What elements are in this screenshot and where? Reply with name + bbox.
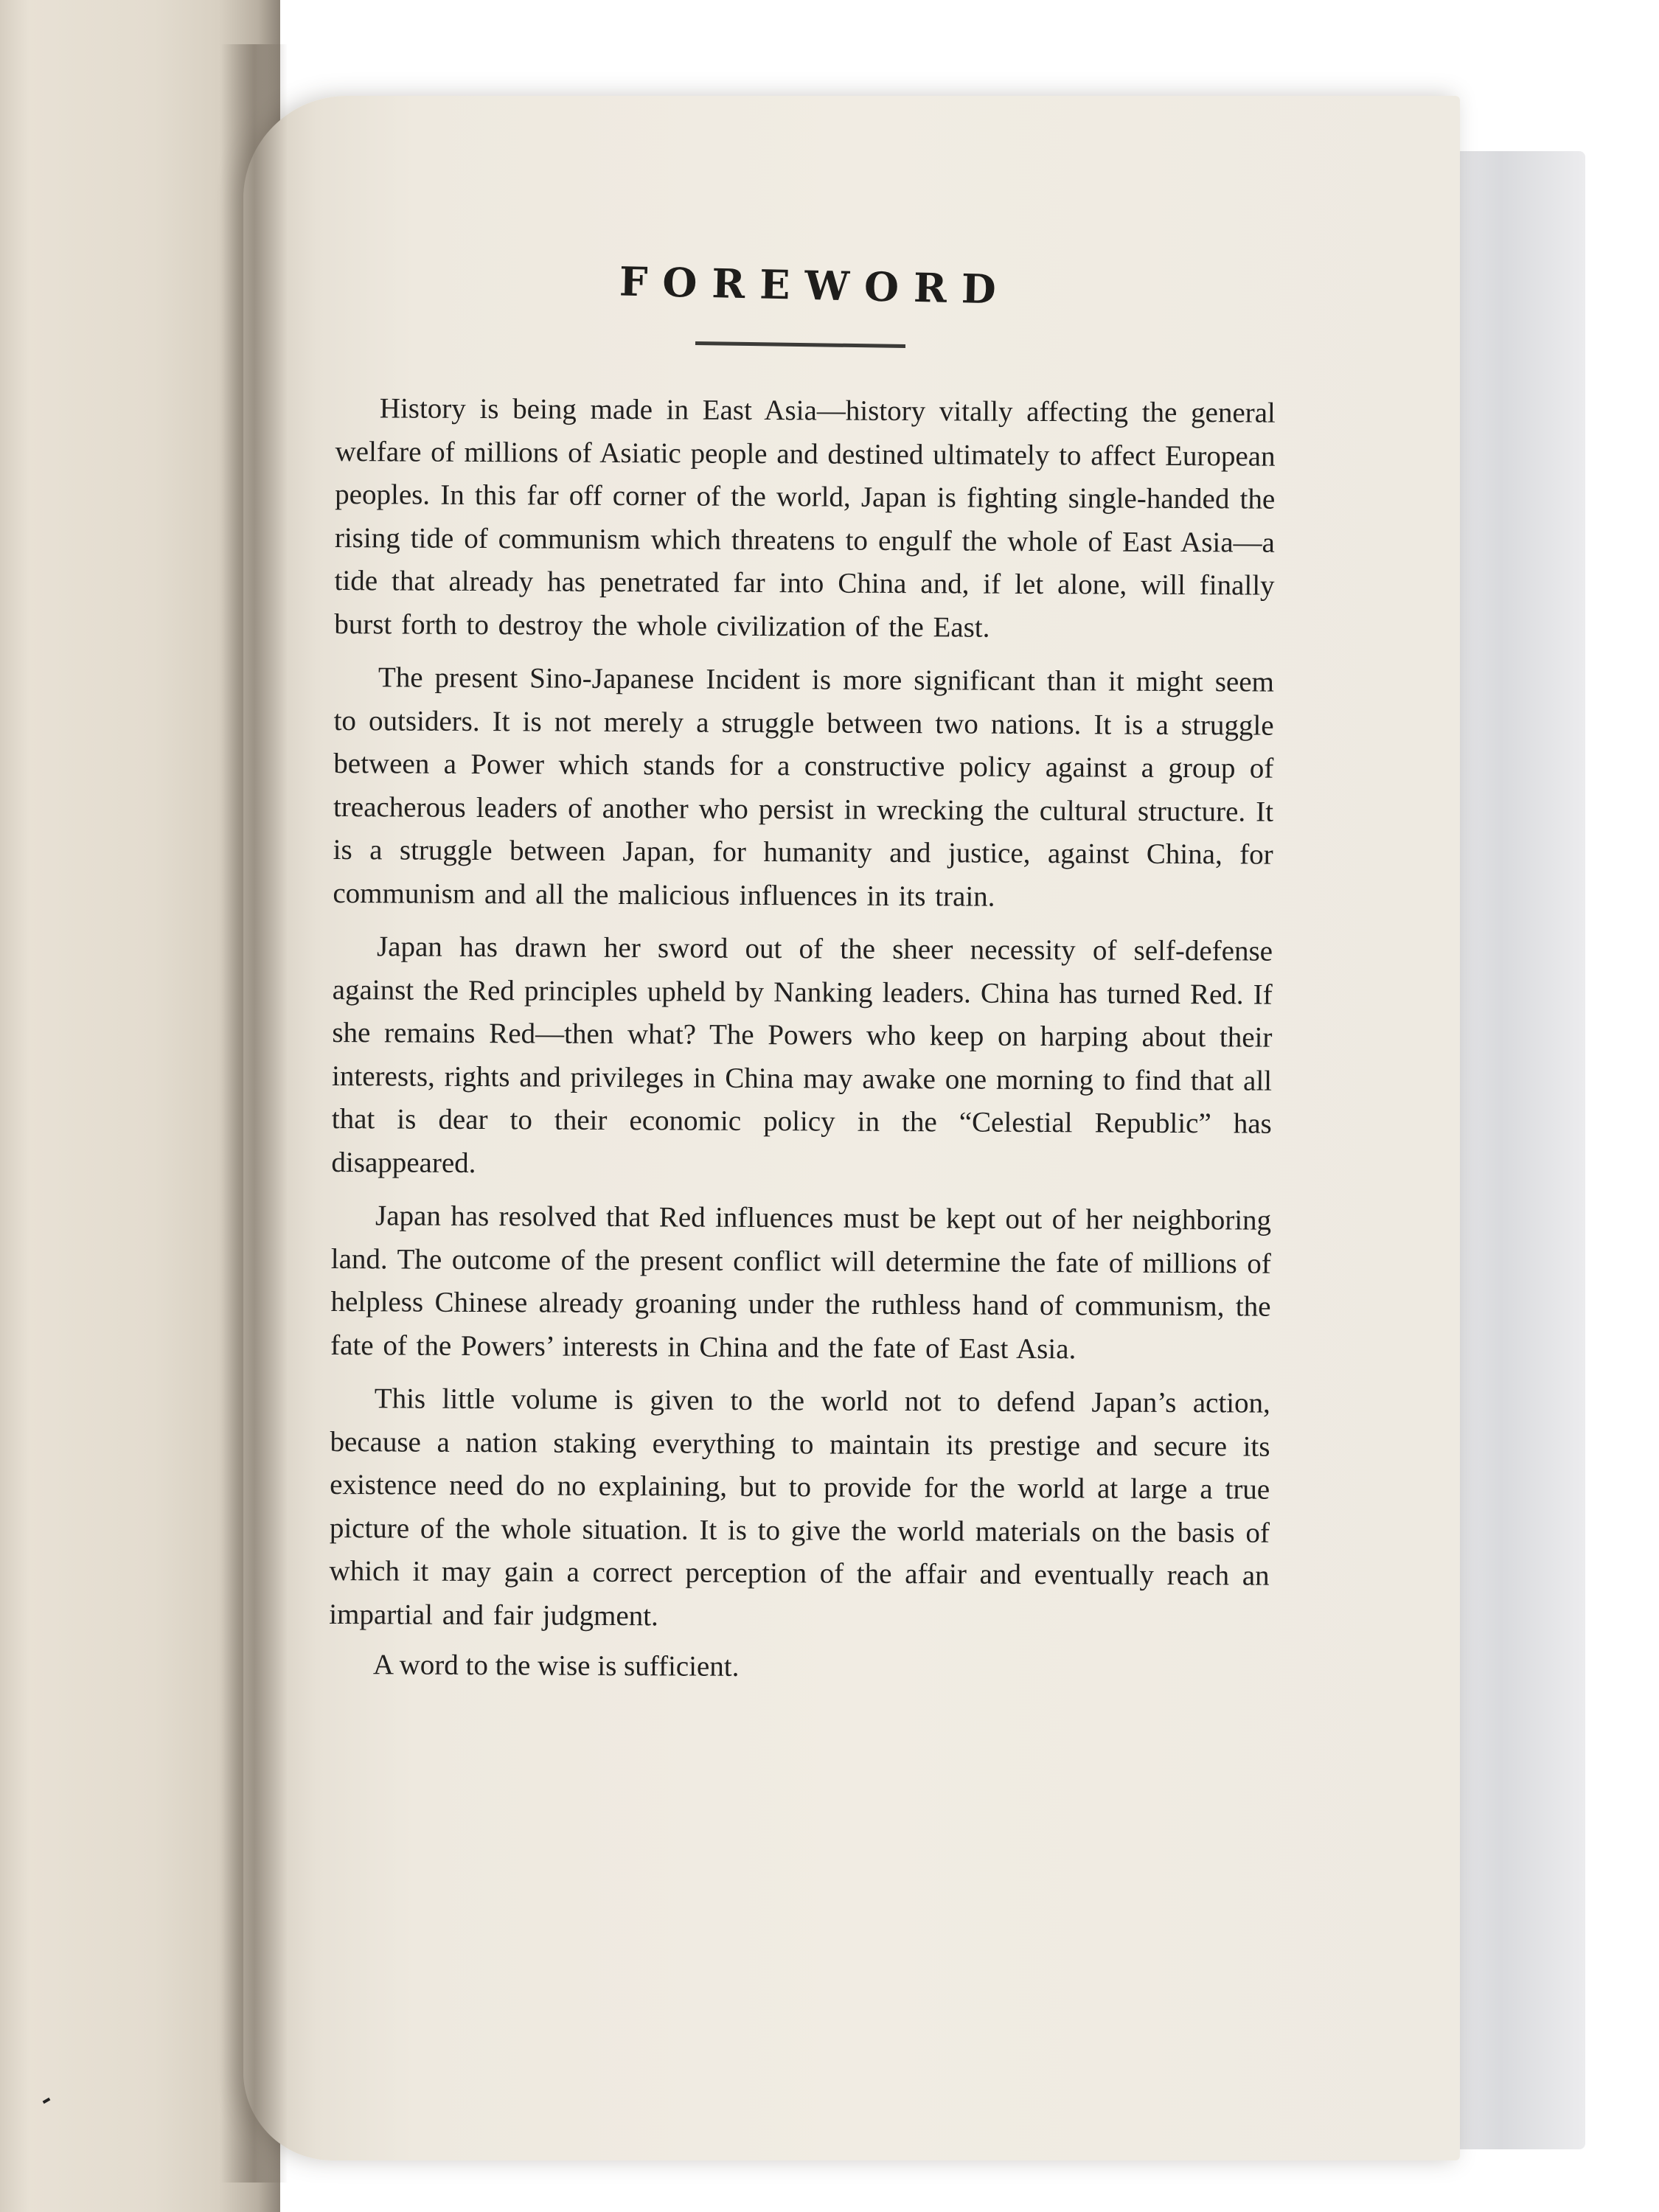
paragraph-1: History is being made in East Asia—history vitally affecting the general welfare of millions of Asiatic people and destined ultimately to affect European peoples. In this far off corner of the world, Japan is fighting single-handed the rising tide of communism which threatens to engulf the whole of East Asia—a tide that already has penetrated far into China and, if let alone, will finally burst forth to destroy the whole civilization of the East. xyxy=(334,392,1276,644)
left-page-edge xyxy=(0,0,29,2212)
back-pages xyxy=(1445,151,1585,2149)
paragraph-2: The present Sino-Japanese Incident is more significant than it might seem to outsiders. It is not merely a struggle between two nations. It is a struggle between a Power which stands for a constructive policy against a group of treacherous leaders of another who persist in wrecking the cultural structure. It is a struggle between Japan, for humanity and justice, against China, for communism and all the malicious influences in its train. xyxy=(333,661,1275,913)
paragraph-4: Japan has resolved that Red influences must be kept out of her neighboring land. The outcome of the present conflict will determine the fate of millions of helpless Chinese already groaning under the ruthless hand of communism, the fate of the Powers’ interests in China and the fate of East Asia. xyxy=(330,1200,1272,1365)
page-title: FOREWORD xyxy=(619,257,1012,313)
foreword-body xyxy=(329,387,1276,1691)
book-gutter xyxy=(221,44,288,2183)
paragraph-5: This little volume is given to the world not to defend Japan’s action, because a nation staking everything to maintain its prestige and secure its existence need do no explaining, but to provide for the world at large a true picture of the whole situation. It is to give the world materials on the basis of which it may gain a correct perception of the affair and eventually reach an impartial and fair judgment. xyxy=(329,1382,1270,1632)
paragraph-3: Japan has drawn her sword out of the sheer necessity of self-defense against the Red principles upheld by Nanking leaders. China has turned Red. If she remains Red—then what? The Powers who keep on harping about their interests, rights and privileges in China may awake one morning to find that all that is dear to their economic policy in the “Celestial Republic” has disappeared. xyxy=(331,931,1273,1179)
closing-line: A word to the wise is sufficient. xyxy=(372,1649,740,1683)
